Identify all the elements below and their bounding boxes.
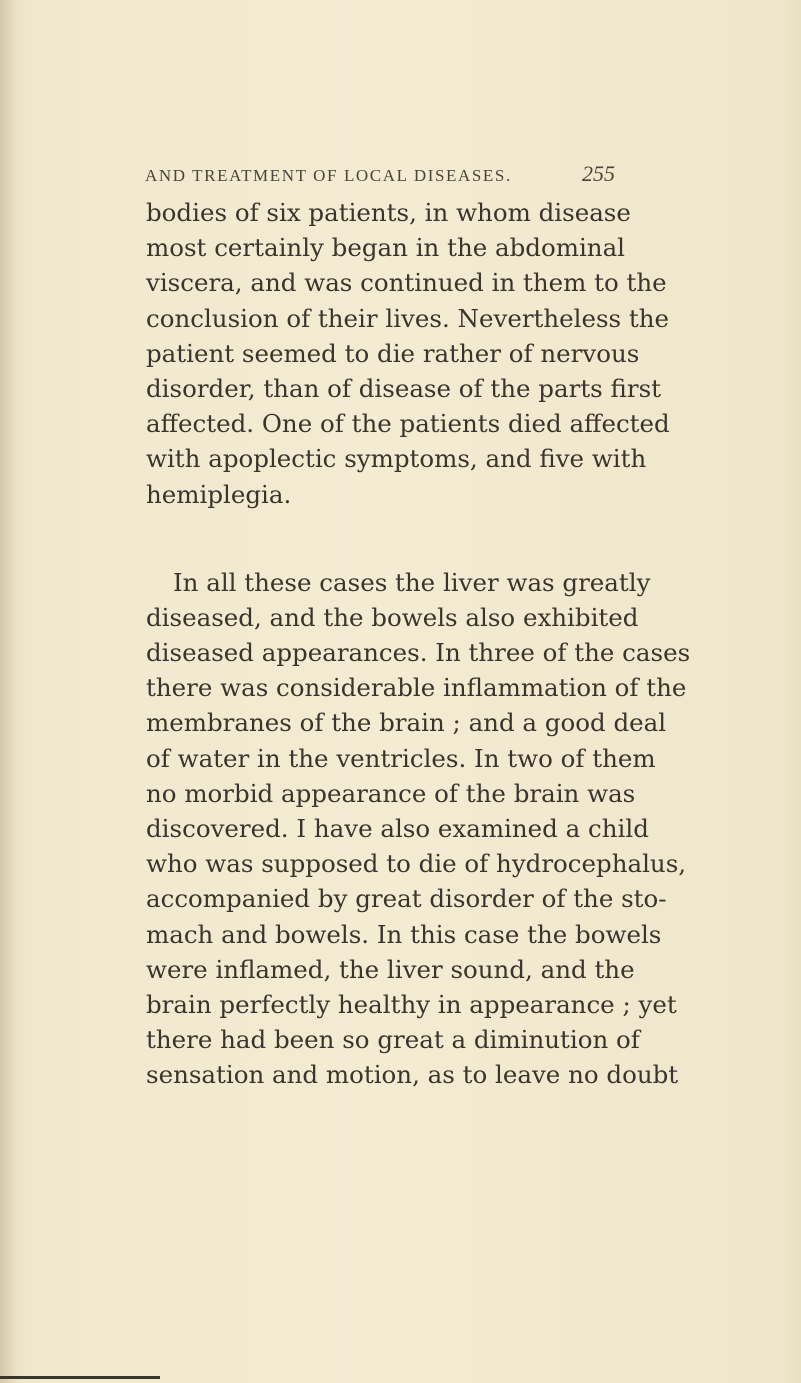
text-line: there was considerable inflammation of the xyxy=(146,673,687,703)
text-line: In all these cases the liver was greatly xyxy=(173,567,651,597)
text-line: hemiplegia. xyxy=(146,479,292,509)
text-line: who was supposed to die of hydrocephalus, xyxy=(146,849,687,879)
gutter-shadow xyxy=(0,0,18,1383)
text-line: conclusion of their lives. Nevertheless the xyxy=(146,303,670,333)
bottom-rule xyxy=(0,1376,160,1379)
text-line: sensation and motion, as to leave no doubt xyxy=(146,1060,679,1090)
body-text xyxy=(146,195,716,1093)
text-line: of water in the ventricles. In two of them xyxy=(146,743,656,773)
paragraph-1 xyxy=(146,195,716,512)
text-line: were inflamed, the liver sound, and the xyxy=(146,954,635,984)
paragraph-2 xyxy=(146,565,716,1093)
page-number: 255 xyxy=(582,161,615,186)
text-line: patient seemed to die rather of nervous xyxy=(146,338,640,368)
text-line: discovered. I have also examined a child xyxy=(146,814,649,843)
text-line: most certainly began in the abdominal xyxy=(146,233,626,263)
text-line: brain perfectly healthy in appearance ; yet xyxy=(146,989,677,1019)
text-line: membranes of the brain ; and a good deal xyxy=(146,708,667,738)
text-line: with apoplectic symptoms, and five with xyxy=(146,444,647,474)
text-line: viscera, and was continued in them to the xyxy=(146,268,667,298)
text-line: diseased, and the bowels also exhibited xyxy=(146,602,639,632)
text-line: there had been so great a diminution of xyxy=(146,1025,640,1055)
text-line: mach and bowels. In this case the bowels xyxy=(146,919,662,949)
text-line: accompanied by great disorder of the sto- xyxy=(146,884,667,914)
text-line: no morbid appearance of the brain was xyxy=(146,778,636,808)
text-line: affected. One of the patients died affected xyxy=(146,409,670,439)
paragraph-gap xyxy=(146,512,716,565)
running-head: AND TREATMENT OF LOCAL DISEASES. xyxy=(145,166,512,185)
text-line: bodies of six patients, in whom disease xyxy=(146,198,631,227)
page-header xyxy=(145,157,705,197)
text-line: disorder, than of disease of the parts first xyxy=(146,373,661,403)
text-line: diseased appearances. In three of the cases xyxy=(146,638,691,668)
